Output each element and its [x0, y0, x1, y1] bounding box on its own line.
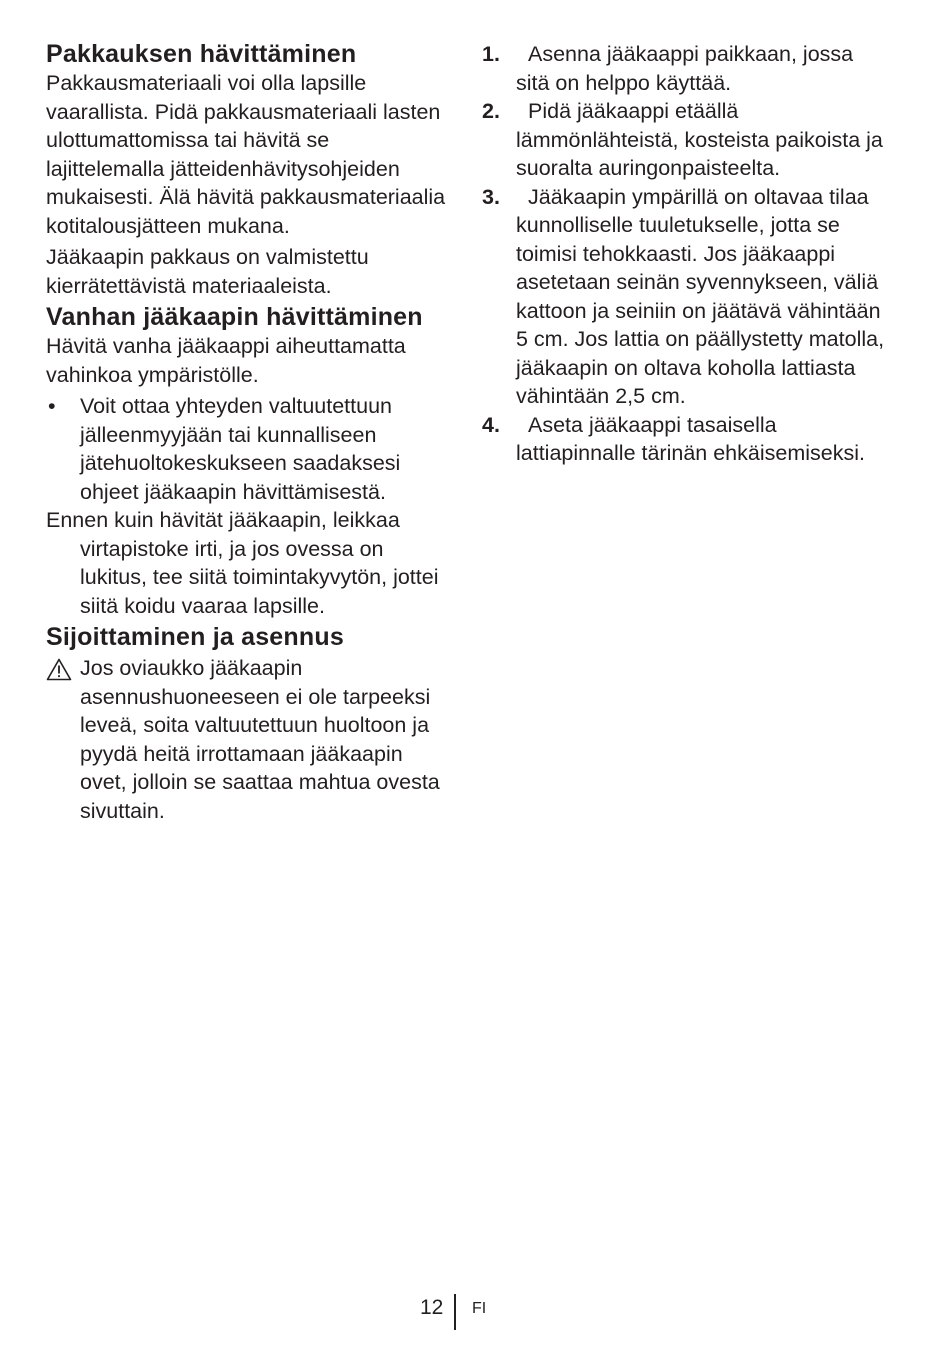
section-heading-placement: Sijoittaminen ja asennus — [46, 623, 344, 651]
paragraph-old-fridge: Hävitä vanha jääkaappi aiheuttamatta vahinkoa ympäristölle. — [46, 334, 406, 387]
warning-triangle-icon — [46, 658, 72, 681]
language-code: FI — [472, 1300, 487, 1317]
right-column — [482, 40, 892, 468]
section-heading-old-fridge-disposal: Vanhan jääkaapin hävittäminen — [46, 303, 423, 331]
list-item — [482, 411, 892, 468]
step-number: 2. — [482, 99, 500, 123]
bullet-text: Voit ottaa yhteyden valtuutettuun jälleenmyyjään tai kunnalliseen jätehuoltokeskukseen saadaksesi ohjeet jääkaapin hävittämisestä. — [80, 394, 401, 504]
step-number: 3. — [482, 184, 500, 209]
list-item — [482, 97, 892, 183]
warning-text: Jos oviaukko jääkaapin asennushuoneeseen ei ole tarpeeksi leveä, soita valtuutettuun huoltoon ja pyydä heitä irrottamaan jääkaapin ovet, jolloin se saattaa mahtua ovesta sivuttain. — [80, 656, 440, 823]
paragraph-packaging-danger: Pakkausmateriaali voi olla lapsille vaarallista. Pidä pakkausmateriaali lasten ulottumattomissa tai hävitä se lajittelemalla jätteidenhävitysohjeiden mukaisesti. Älä hävitä pakkausmateriaalia kotitalousjätteen mukana. — [46, 71, 446, 238]
step-text: Asenna jääkaappi paikkaan, jossa sitä on helppo käyttää. — [516, 42, 854, 95]
step-text: Jääkaapin ympärillä on oltavaa tilaa kunnolliselle tuuletukselle, jotta se toimisi tehokkaasti. Jos jääkaappi asetetaan seinän syvennykseen, väliä kattoon ja seiniin on jäätävä vähintään 5 cm. Jos lattia on päällystetty matolla, jääkaapin on oltava koholla lattiasta vähintään 2,5 cm. — [516, 184, 885, 408]
footer-divider — [454, 1294, 456, 1330]
left-column — [46, 40, 446, 825]
page-number: 12 — [420, 1296, 444, 1319]
warning-note — [46, 654, 446, 825]
paragraph-packaging-recyclable: Jääkaapin pakkaus on valmistettu kierrätettävistä materiaaleista. — [46, 245, 369, 298]
step-number: 1. — [482, 42, 500, 66]
page-footer — [0, 1294, 950, 1334]
bullet-mark: • — [48, 394, 56, 418]
section-heading-packaging-disposal: Pakkauksen hävittäminen — [46, 40, 357, 68]
list-item — [482, 40, 892, 97]
bullet-item-contact-dealer — [46, 392, 446, 506]
paragraph-cut-plug: Ennen kuin hävität jääkaapin, leikkaa virtapistoke irti, ja jos ovessa on lukitus, tee siitä toimintakyvytön, jottei siitä koidu vaaraa lapsille. — [46, 508, 439, 618]
step-text: Aseta jääkaappi tasaisella lattiapinnalle tärinän ehkäisemiseksi. — [516, 412, 865, 465]
list-item — [482, 183, 892, 411]
step-text: Pidä jääkaappi etäällä lämmönlähteistä, kosteista paikoista ja suoralta auringonpaisteelta. — [516, 99, 883, 180]
step-number: 4. — [482, 412, 500, 437]
installation-steps-list — [482, 40, 892, 468]
